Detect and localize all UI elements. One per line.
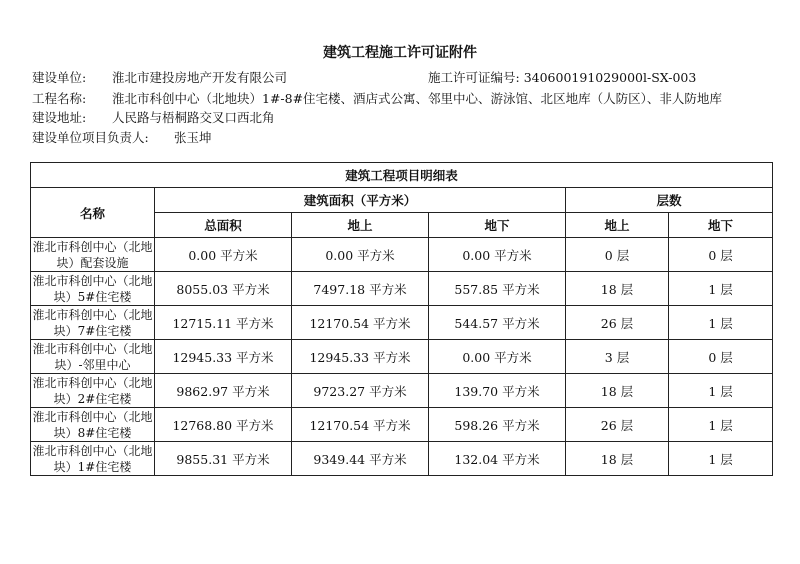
row-above-area: 0.00 平方米 bbox=[292, 238, 429, 272]
header-below-area: 地下 bbox=[429, 213, 566, 238]
row-floors-below: 0 层 bbox=[669, 238, 773, 272]
builder-label: 建设单位: bbox=[32, 70, 87, 85]
header-floors-below: 地下 bbox=[669, 213, 773, 238]
header-name: 名称 bbox=[31, 188, 155, 238]
manager-label: 建设单位项目负责人: bbox=[32, 130, 149, 145]
row-name: 淮北市科创中心（北地块）-邻里中心 bbox=[32, 341, 153, 372]
row-below-area: 0.00 平方米 bbox=[429, 340, 566, 374]
table-caption: 建筑工程项目明细表 bbox=[31, 163, 773, 188]
permit-value: 340600191029000l-SX-003 bbox=[523, 70, 697, 85]
header-floors: 层数 bbox=[566, 188, 773, 213]
row-floors-below: 1 层 bbox=[669, 408, 773, 442]
table-row bbox=[31, 442, 773, 476]
address-value: 人民路与梧桐路交叉口西北角 bbox=[111, 110, 275, 125]
row-above-area: 12170.54 平方米 bbox=[292, 306, 429, 340]
manager-line bbox=[32, 128, 212, 146]
row-above-area: 7497.18 平方米 bbox=[292, 272, 429, 306]
row-floors-below: 1 层 bbox=[669, 306, 773, 340]
project-label: 工程名称: bbox=[32, 91, 87, 106]
table-row bbox=[31, 340, 773, 374]
row-floors-above: 0 层 bbox=[566, 238, 669, 272]
table-row bbox=[31, 306, 773, 340]
row-floors-above: 3 层 bbox=[566, 340, 669, 374]
row-total-area: 9862.97 平方米 bbox=[155, 374, 292, 408]
row-floors-below: 1 层 bbox=[669, 374, 773, 408]
builder-value: 淮北市建投房地产开发有限公司 bbox=[111, 70, 287, 85]
row-floors-above: 18 层 bbox=[566, 272, 669, 306]
row-total-area: 12768.80 平方米 bbox=[155, 408, 292, 442]
row-floors-above: 18 层 bbox=[566, 442, 669, 476]
address-line bbox=[32, 108, 275, 126]
address-label: 建设地址: bbox=[32, 110, 87, 125]
table-row bbox=[31, 272, 773, 306]
row-name: 淮北市科创中心（北地块）7#住宅楼 bbox=[32, 307, 153, 338]
row-floors-below: 0 层 bbox=[669, 340, 773, 374]
row-floors-below: 1 层 bbox=[669, 442, 773, 476]
row-total-area: 12715.11 平方米 bbox=[155, 306, 292, 340]
row-name: 淮北市科创中心（北地块）5#住宅楼 bbox=[32, 273, 153, 304]
project-detail-table bbox=[30, 162, 773, 476]
row-name: 淮北市科创中心（北地块）2#住宅楼 bbox=[32, 375, 153, 406]
row-below-area: 139.70 平方米 bbox=[429, 374, 566, 408]
row-total-area: 8055.03 平方米 bbox=[155, 272, 292, 306]
row-name: 淮北市科创中心（北地块）1#住宅楼 bbox=[32, 443, 153, 474]
header-total-area: 总面积 bbox=[155, 213, 292, 238]
permit-label: 施工许可证编号: bbox=[428, 70, 520, 85]
builder-line bbox=[32, 68, 287, 86]
row-floors-above: 26 层 bbox=[566, 306, 669, 340]
header-area: 建筑面积（平方米） bbox=[155, 188, 566, 213]
row-total-area: 0.00 平方米 bbox=[155, 238, 292, 272]
row-below-area: 598.26 平方米 bbox=[429, 408, 566, 442]
document-title: 建筑工程施工许可证附件 bbox=[323, 45, 477, 61]
project-line bbox=[32, 89, 722, 107]
row-above-area: 9349.44 平方米 bbox=[292, 442, 429, 476]
row-floors-below: 1 层 bbox=[669, 272, 773, 306]
row-total-area: 9855.31 平方米 bbox=[155, 442, 292, 476]
row-below-area: 544.57 平方米 bbox=[429, 306, 566, 340]
row-below-area: 0.00 平方米 bbox=[429, 238, 566, 272]
row-above-area: 9723.27 平方米 bbox=[292, 374, 429, 408]
row-total-area: 12945.33 平方米 bbox=[155, 340, 292, 374]
permit-line bbox=[428, 68, 696, 86]
row-floors-above: 18 层 bbox=[566, 374, 669, 408]
table-row bbox=[31, 408, 773, 442]
header-above-area: 地上 bbox=[292, 213, 429, 238]
project-value: 淮北市科创中心（北地块）1#-8#住宅楼、酒店式公寓、邻里中心、游泳馆、北区地库（人防区）、非人防地库 bbox=[111, 91, 722, 106]
row-above-area: 12945.33 平方米 bbox=[292, 340, 429, 374]
table-row bbox=[31, 374, 773, 408]
row-above-area: 12170.54 平方米 bbox=[292, 408, 429, 442]
header-floors-above: 地上 bbox=[566, 213, 669, 238]
manager-value: 张玉坤 bbox=[173, 130, 212, 145]
row-name: 淮北市科创中心（北地块）8#住宅楼 bbox=[32, 409, 153, 440]
row-below-area: 132.04 平方米 bbox=[429, 442, 566, 476]
row-floors-above: 26 层 bbox=[566, 408, 669, 442]
row-below-area: 557.85 平方米 bbox=[429, 272, 566, 306]
row-name: 淮北市科创中心（北地块）配套设施 bbox=[32, 239, 153, 270]
table-row bbox=[31, 238, 773, 272]
